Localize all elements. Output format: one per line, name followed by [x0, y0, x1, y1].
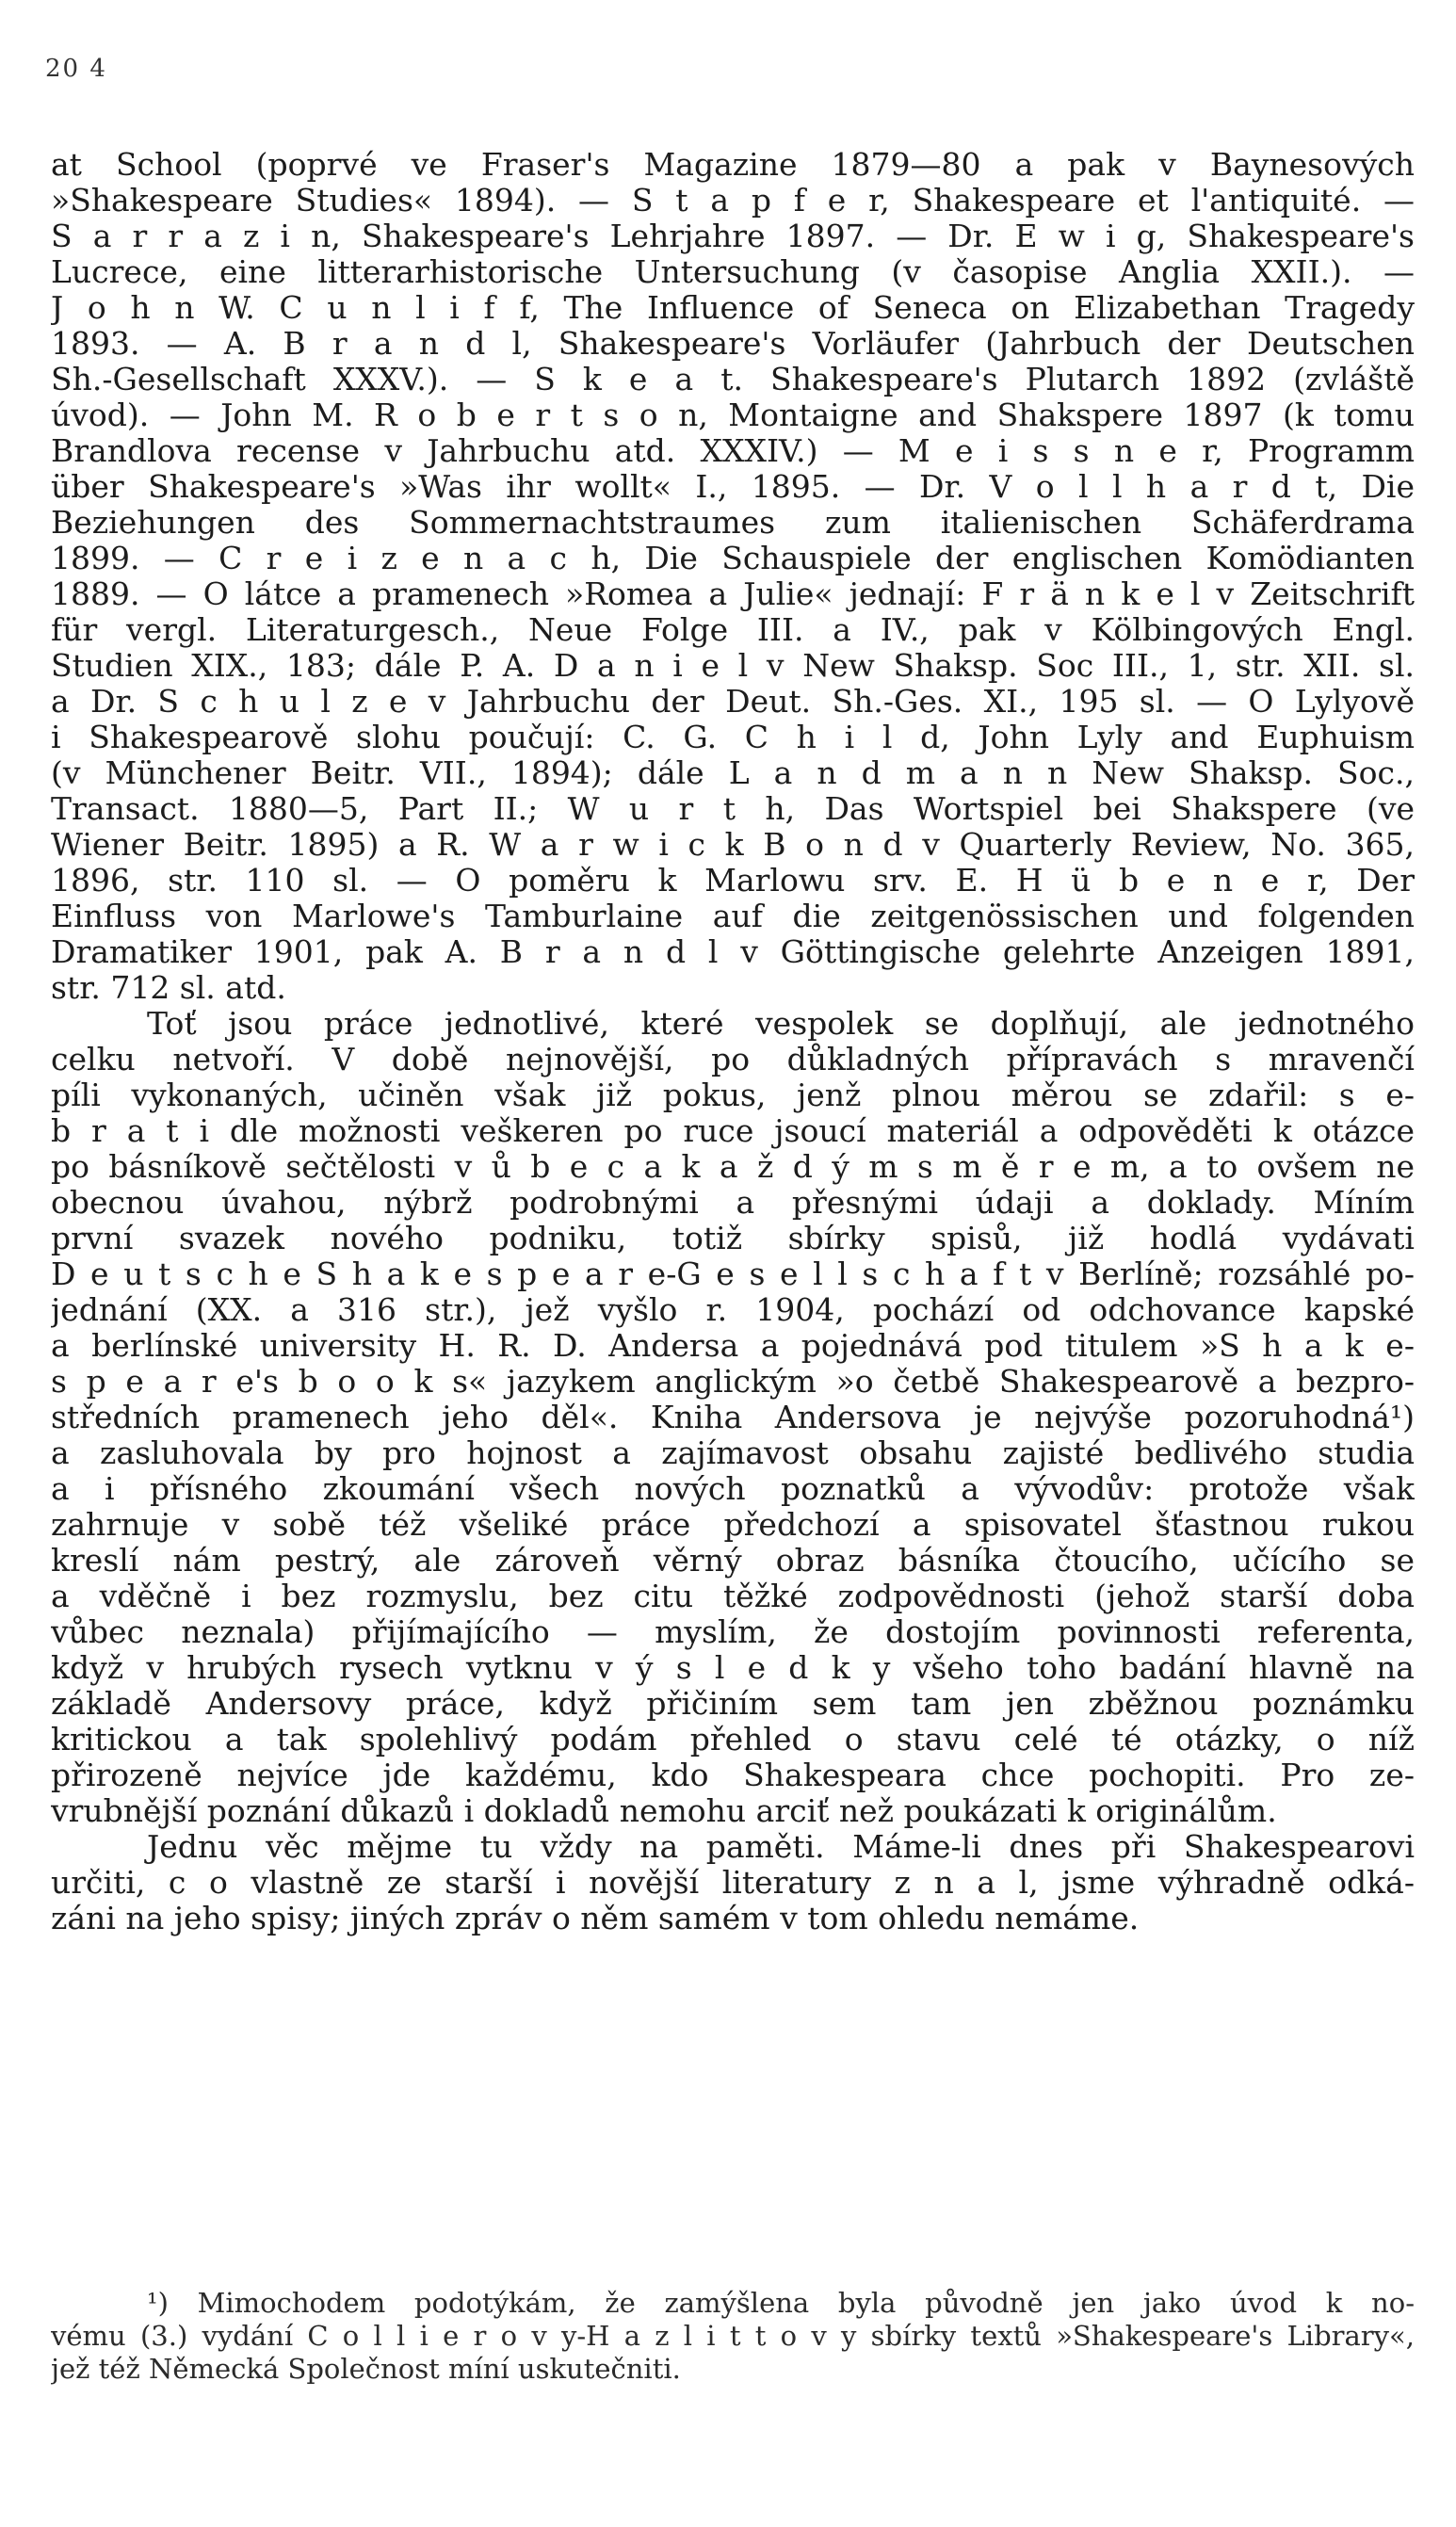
text-line: základě Andersovy práce, když přičiním sem tam jen zběžnou poznámku [51, 1686, 1415, 1722]
text-line: vrubnější poznání důkazů i dokladů nemohu arciť než poukázati k originálům. [51, 1793, 1277, 1829]
text-line: »Shakespeare Studies« 1894). — S t a p f e r, Shakespeare et l'antiquité. — [51, 183, 1415, 219]
text-line: Transact. 1880—5, Part II.; W u r t h, Das Wortspiel bei Shakspere (ve [51, 791, 1415, 827]
text-line: zahrnuje v sobě též všeliké práce předchozí a spisovatel šťastnou rukou [51, 1507, 1415, 1543]
body-text [51, 147, 1415, 1936]
text-line: záni na jeho spisy; jiných zpráv o něm samém v tom ohledu nemáme. [51, 1901, 1140, 1936]
text-line: píli vykonaných, učiněn však již pokus, jenž plnou měrou se zdařil: s e- [51, 1077, 1415, 1113]
text-line: kreslí nám pestrý, ale zároveň věrný obraz básníka čtoucího, učícího se [51, 1543, 1415, 1579]
text-line: a vděčně i bez rozmyslu, bez citu těžké zodpovědnosti (jehož starší doba [51, 1579, 1415, 1614]
text-line: a zasluhovala by pro hojnost a zajímavost obsahu zajisté bedlivého studia [51, 1435, 1415, 1471]
text-line: Sh.-Gesellschaft XXXV.). — S k e a t. Shakespeare's Plutarch 1892 (zvláště [51, 362, 1415, 397]
text-line: Lucrece, eine litterarhistorische Untersuchung (v časopise Anglia XXII.). — [51, 254, 1415, 290]
text-line: celku netvoří. V době nejnovější, po důkladných přípravách s mravenčí [51, 1042, 1415, 1077]
text-line: Beziehungen des Sommernachtstraumes zum italienischen Schäferdrama [51, 505, 1415, 541]
text-line: a berlínské university H. R. D. Andersa a pojednává pod titulem »S h a k e- [51, 1328, 1415, 1364]
text-line: 1896, str. 110 sl. — O poměru k Marlowu srv. E. H ü b e n e r, Der [51, 863, 1415, 899]
text-line: für vergl. Literaturgesch., Neue Folge III. a IV., pak v Kölbingových Engl. [51, 612, 1415, 648]
text-line: Dramatiker 1901, pak A. B r a n d l v Göttingische gelehrte Anzeigen 1891, [51, 934, 1415, 970]
text-line: první svazek nového podniku, totiž sbírky spisů, již hodlá vydávati [51, 1221, 1415, 1256]
paragraph [51, 1829, 1415, 1936]
text-line: 1899. — C r e i z e n a c h, Die Schauspiele der englischen Komödianten [51, 541, 1415, 576]
text-line: Wiener Beitr. 1895) a R. W a r w i c k B o n d v Quarterly Review, No. 365, [51, 827, 1415, 863]
text-line: i Shakespearově slohu poučují: C. G. C h i l d, John Lyly and Euphuism [51, 720, 1415, 755]
text-line: str. 712 sl. atd. [51, 970, 286, 1006]
footnote-line: ¹) Mimochodem podotýkám, že zamýšlena byla původně jen jako úvod k no- [147, 2287, 1415, 2319]
text-line: b r a t i dle možnosti veškeren po ruce jsoucí materiál a odpověděti k otázce [51, 1113, 1415, 1149]
paragraph [51, 147, 1415, 1006]
text-line: vůbec neznala) přijímajícího — myslím, že dostojím povinnosti referenta, [51, 1614, 1415, 1650]
text-line: po básníkově sečtělosti v ů b e c a k a ž d ý m s m ě r e m, a to ovšem ne [51, 1149, 1415, 1185]
text-line: über Shakespeare's »Was ihr wollt« I., 1895. — Dr. V o l l h a r d t, Die [51, 469, 1415, 505]
text-line: když v hrubých rysech vytknu v ý s l e d k y všeho toho badání hlavně na [51, 1650, 1415, 1686]
text-line: J o h n W. C u n l i f f, The Influence of Seneca on Elizabethan Tragedy [51, 290, 1415, 326]
page-number: 20 4 [45, 55, 107, 83]
text-line: Studien XIX., 183; dále P. A. D a n i e l v New Shaksp. Soc III., 1, str. XII. sl. [51, 648, 1415, 684]
text-line: s p e a r e's b o o k s« jazykem anglickým »o četbě Shakespearově a bezpro- [51, 1364, 1415, 1400]
text-line: D e u t s c h e S h a k e s p e a r e-G e s e l l s c h a f t v Berlíně; rozsáhlé po- [51, 1256, 1415, 1292]
paragraph [51, 1006, 1415, 1829]
text-line: 1889. — O látce a pramenech »Romea a Julie« jednají: F r ä n k e l v Zeitschrift [51, 576, 1415, 612]
text-line: jednání (XX. a 316 str.), jež vyšlo r. 1904, pochází od odchovance kapské [51, 1292, 1415, 1328]
text-line: (v Münchener Beitr. VII., 1894); dále L a n d m a n n New Shaksp. Soc., [51, 755, 1415, 791]
text-line: úvod). — John M. R o b e r t s o n, Montaigne and Shakspere 1897 (k tomu [51, 397, 1415, 433]
text-line: středních pramenech jeho děl«. Kniha Andersova je nejvýše pozoruhodná¹) [51, 1400, 1415, 1435]
text-line: kritickou a tak spolehlivý podám přehled o stavu celé té otázky, o níž [51, 1722, 1415, 1758]
text-line: a Dr. S c h u l z e v Jahrbuchu der Deut. Sh.-Ges. XI., 195 sl. — O Lylyově [51, 684, 1415, 720]
text-line: obecnou úvahou, nýbrž podrobnými a přesnými údaji a doklady. Míním [51, 1185, 1415, 1221]
text-line: at School (poprvé ve Fraser's Magazine 1879—80 a pak v Baynesových [51, 147, 1415, 183]
text-line: Einfluss von Marlowe's Tamburlaine auf die zeitgenössischen und folgenden [51, 899, 1415, 934]
text-line: přirozeně nejvíce jde každému, kdo Shakespeara chce pochopiti. Pro ze- [51, 1758, 1415, 1793]
text-line: 1893. — A. B r a n d l, Shakespeare's Vorläufer (Jahrbuch der Deutschen [51, 326, 1415, 362]
text-line: Toť jsou práce jednotlivé, které vespolek se doplňují, ale jednotného [147, 1006, 1415, 1042]
text-line: a i přísného zkoumání všech nových poznatků a vývodův: protože však [51, 1471, 1415, 1507]
text-line: S a r r a z i n, Shakespeare's Lehrjahre 1897. — Dr. E w i g, Shakespeare's [51, 219, 1415, 254]
text-line: Jednu věc mějme tu vždy na paměti. Máme-li dnes při Shakespearovi [147, 1829, 1415, 1865]
text-line: Brandlova recense v Jahrbuchu atd. XXXIV.) — M e i s s n e r, Programm [51, 433, 1415, 469]
footnote-line: vému (3.) vydání C o l l i e r o v y-H a z l i t t o v y sbírky textů »Shakespeare's Library«, [51, 2320, 1415, 2352]
text-line: určiti, c o vlastně ze starší i novější literatury z n a l, jsme výhradně odká- [51, 1865, 1415, 1901]
footnote-line: jež též Německá Společnost míní uskutečniti. [51, 2353, 681, 2385]
footnote [51, 2287, 1415, 2386]
